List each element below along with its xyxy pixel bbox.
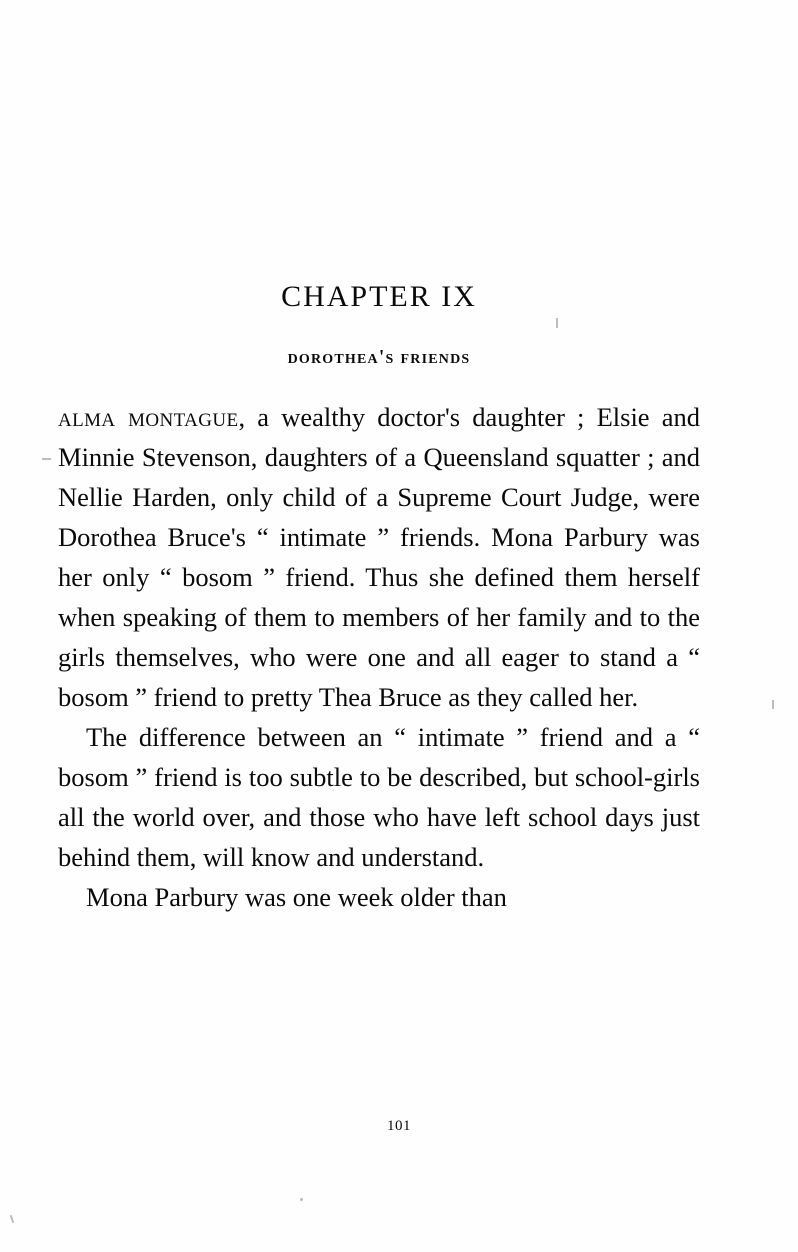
speck-mark-top-right (556, 318, 558, 328)
speck-mark-bottom-left (10, 1215, 15, 1223)
paragraph-second: The difference between an “ intimate ” friend and a “ bosom ” friend is too subtle to be described, but school-girls all the world over, and those who have left school days just behind them, will know and understand. (58, 722, 700, 872)
page-text-block (58, 280, 700, 917)
chapter-subtitle: dorothea's friends (287, 347, 471, 368)
speck-mark-bottom (300, 1198, 303, 1201)
chapter-heading: CHAPTER IX (281, 280, 477, 313)
speck-mark-left (42, 458, 51, 460)
page-number: 101 (387, 1118, 411, 1134)
paragraph-first-text: , a wealthy doctor's daughter ; Elsie and Minnie Stevenson, daughters of a Queensland squatter ; and Nellie Harden, only child of a Supreme Court Judge, were Dorothea Bruce's “ intimate ” friends. Mona Parbury was her only “ bosom ” friend. Thus she defined them herself when speaking of them to members of her family and to the girls themselves, who were one and all eager to stand a “ bosom ” friend to pretty Thea Bruce as they called her. (58, 402, 700, 712)
paragraph-lead-smallcaps: alma montague (58, 402, 239, 432)
paragraph-third: Mona Parbury was one week older than (86, 882, 507, 912)
speck-mark-right (772, 700, 774, 709)
paragraph-first (58, 397, 700, 717)
